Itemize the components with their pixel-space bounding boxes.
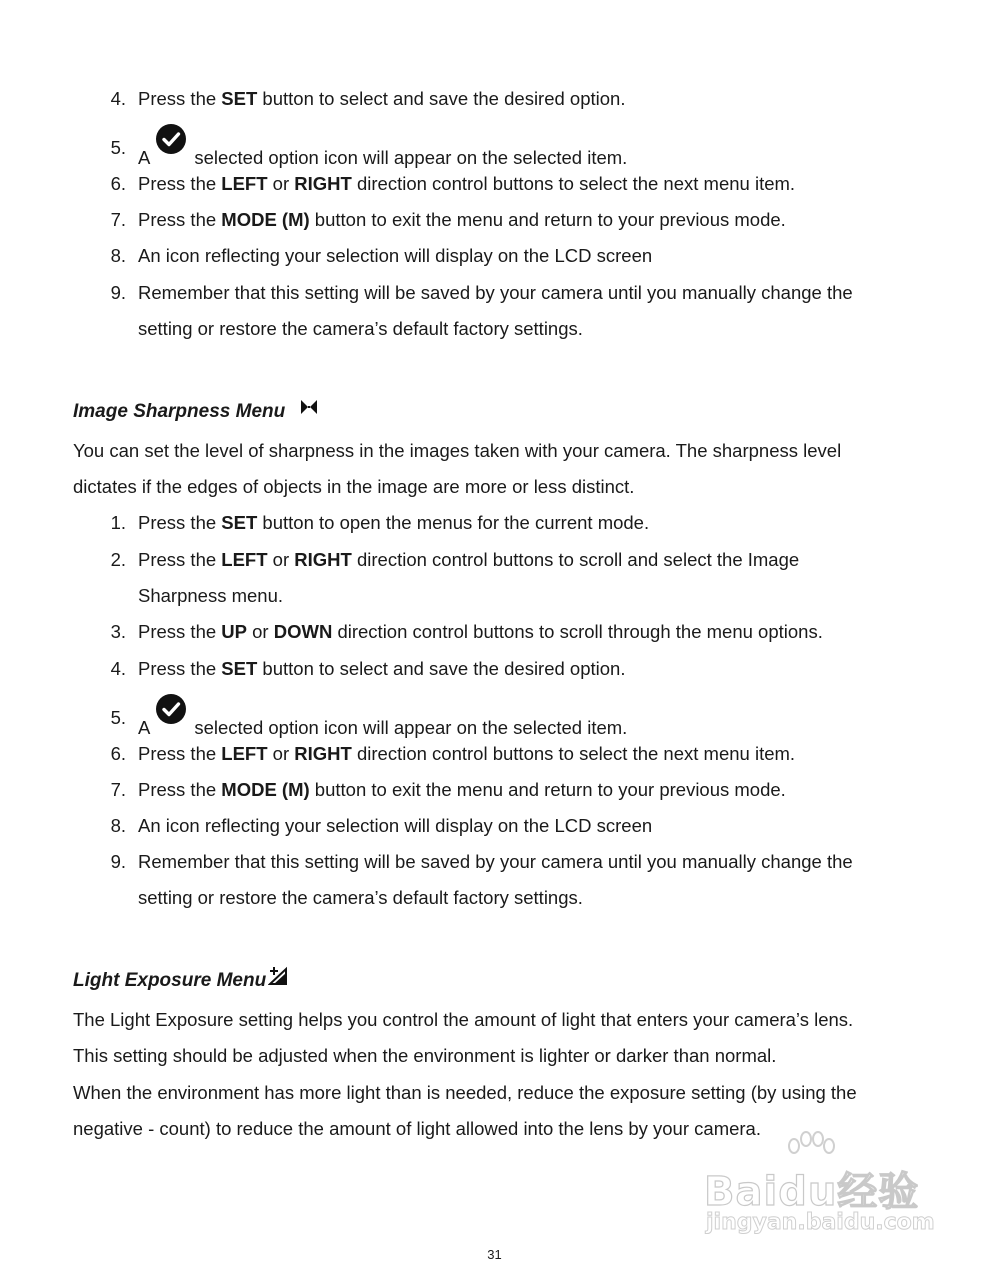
step-number: 8.: [110, 815, 126, 836]
step-text: An icon reflecting your selection will display on the LCD screen: [138, 815, 653, 836]
step-number: 7.: [110, 209, 126, 230]
sharpness-heading: Image Sharpness Menu: [73, 398, 319, 424]
exposure-line-1: The Light Exposure setting helps you control the amount of light that enters your camera’s lens.: [73, 1009, 854, 1030]
step-text: Press the SET button to open the menus for the current mode.: [138, 512, 650, 533]
step-text: Press the SET button to select and save the desired option.: [138, 88, 626, 109]
watermark-url: jingyan.baidu.com: [706, 1210, 935, 1235]
step-text-continued: setting or restore the camera’s default factory settings.: [138, 887, 583, 908]
step-number: 5.: [110, 137, 126, 158]
step-text-continued: Sharpness menu.: [138, 585, 284, 606]
baidu-watermark: [700, 1130, 940, 1240]
step-text: Press the UP or DOWN direction control buttons to scroll through the menu options.: [138, 621, 823, 642]
step-number: 8.: [110, 245, 126, 266]
exposure-icon: [268, 966, 288, 993]
watermark-main-text: Baidu经验: [704, 1169, 920, 1215]
step-text: Press the SET button to select and save the desired option.: [138, 658, 626, 679]
exposure-line-3: When the environment has more light than is needed, reduce the exposure setting (by using the: [73, 1082, 857, 1103]
step-number: 4.: [110, 88, 126, 109]
step-text: Remember that this setting will be saved by your camera until you manually change the: [138, 282, 853, 303]
step-text: A selected option icon will appear on the selected item.: [138, 706, 627, 740]
step-text: Press the LEFT or RIGHT direction control buttons to select the next menu item.: [138, 173, 796, 194]
step-text: Press the LEFT or RIGHT direction control buttons to scroll and select the Image: [138, 549, 800, 570]
exposure-heading: Light Exposure Menu: [73, 966, 288, 993]
sharpness-intro-line-1: You can set the level of sharpness in the images taken with your camera. The sharpness level: [73, 440, 842, 461]
sharpness-icon: [299, 398, 319, 422]
step-number: 4.: [110, 658, 126, 679]
step-text: Press the MODE (M) button to exit the menu and return to your previous mode.: [138, 779, 786, 800]
step-number: 5.: [110, 707, 126, 728]
check-circle-icon: [156, 694, 186, 724]
step-text: Remember that this setting will be saved by your camera until you manually change the: [138, 851, 853, 872]
step-text: A selected option icon will appear on the selected item.: [138, 136, 627, 170]
step-text: Press the MODE (M) button to exit the menu and return to your previous mode.: [138, 209, 786, 230]
exposure-line-4: negative - count) to reduce the amount of light allowed into the lens by your camera.: [73, 1118, 761, 1139]
step-number: 2.: [110, 549, 126, 570]
step-number: 1.: [110, 512, 126, 533]
check-circle-icon: [156, 124, 186, 154]
exposure-line-2: This setting should be adjusted when the environment is lighter or darker than normal.: [73, 1045, 777, 1066]
step-number: 6.: [110, 173, 126, 194]
step-number: 7.: [110, 779, 126, 800]
step-text: An icon reflecting your selection will display on the LCD screen: [138, 245, 653, 266]
step-number: 9.: [110, 282, 126, 303]
step-number: 3.: [110, 621, 126, 642]
step-number: 6.: [110, 743, 126, 764]
step-text-continued: setting or restore the camera’s default factory settings.: [138, 318, 583, 339]
step-text: Press the LEFT or RIGHT direction control buttons to select the next menu item.: [138, 743, 796, 764]
page-number: 31: [487, 1247, 502, 1262]
step-number: 9.: [110, 851, 126, 872]
sharpness-intro-line-2: dictates if the edges of objects in the image are more or less distinct.: [73, 476, 635, 497]
